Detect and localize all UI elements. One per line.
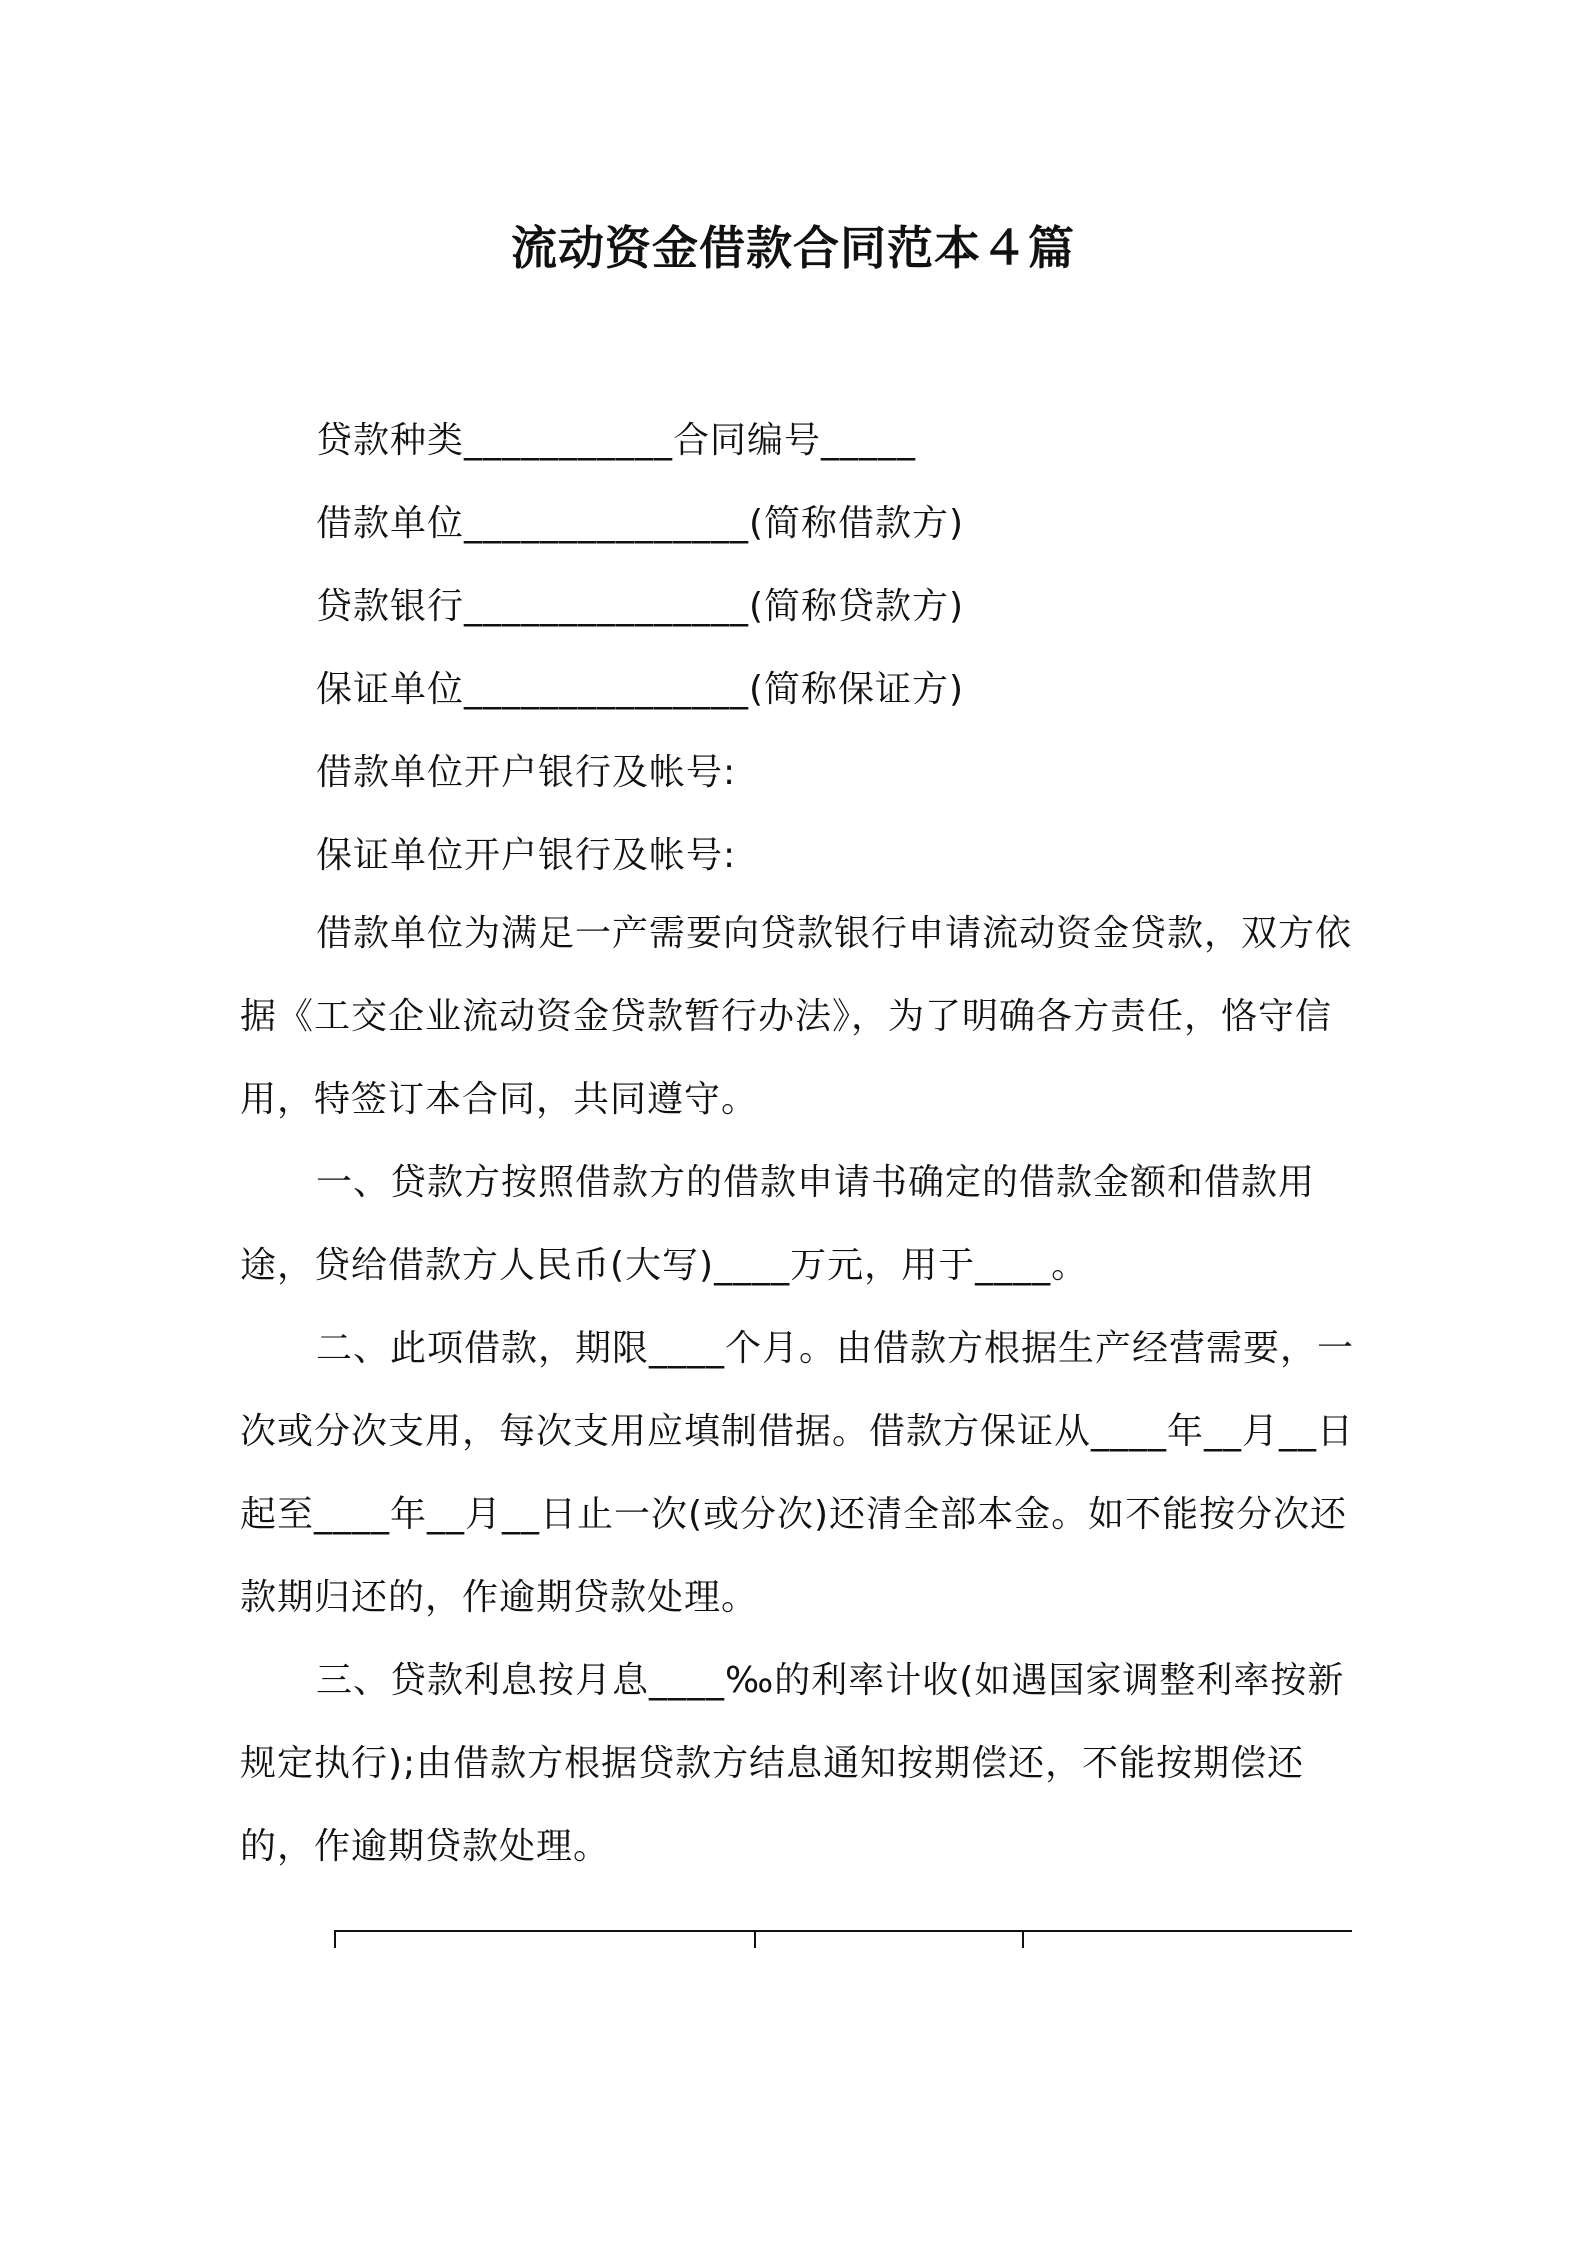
clause-2-paragraph: 二、此项借款，期限____个月。由借款方根据生产经营需要，一次或分次支用，每次支用应填制借据。借款方保证从____年__月__日起至____年__月__日止一次(或分次)还清全部本金。如不能按分次还款期归还的，作逾期贷款处理。	[240, 1328, 1355, 1618]
borrower-account-field: 借款单位开户银行及帐号:	[316, 752, 737, 793]
table-column-divider	[334, 1930, 336, 1948]
document-title: 流动资金借款合同范本４篇	[511, 221, 1075, 275]
guarantor-account-field: 保证单位开户银行及帐号:	[316, 835, 737, 876]
table-top-border	[334, 1930, 1352, 1932]
borrower-field: 借款单位_______________(简称借款方)	[316, 503, 965, 544]
lender-field: 贷款银行_______________(简称贷款方)	[316, 586, 965, 627]
guarantor-field: 保证单位_______________(简称保证方)	[316, 669, 965, 710]
clause-3-paragraph: 三、贷款利息按月息____‰的利率计收(如遇国家调整利率按新规定执行);由借款方根据贷款方结息通知按期偿还，不能按期偿还的，作逾期贷款处理。	[240, 1660, 1345, 1867]
table-column-divider	[1022, 1930, 1024, 1948]
loan-type-field: 贷款种类___________合同编号_____	[316, 420, 917, 461]
intro-paragraph: 借款单位为满足一产需要向贷款银行申请流动资金贷款，双方依据《工交企业流动资金贷款暂行办法》，为了明确各方责任，恪守信用，特签订本合同，共同遵守。	[240, 913, 1353, 1120]
table-column-divider	[754, 1930, 756, 1948]
clause-1-paragraph: 一、贷款方按照借款方的借款申请书确定的借款金额和借款用途，贷给借款方人民币(大写)____万元，用于____。	[240, 1162, 1316, 1286]
